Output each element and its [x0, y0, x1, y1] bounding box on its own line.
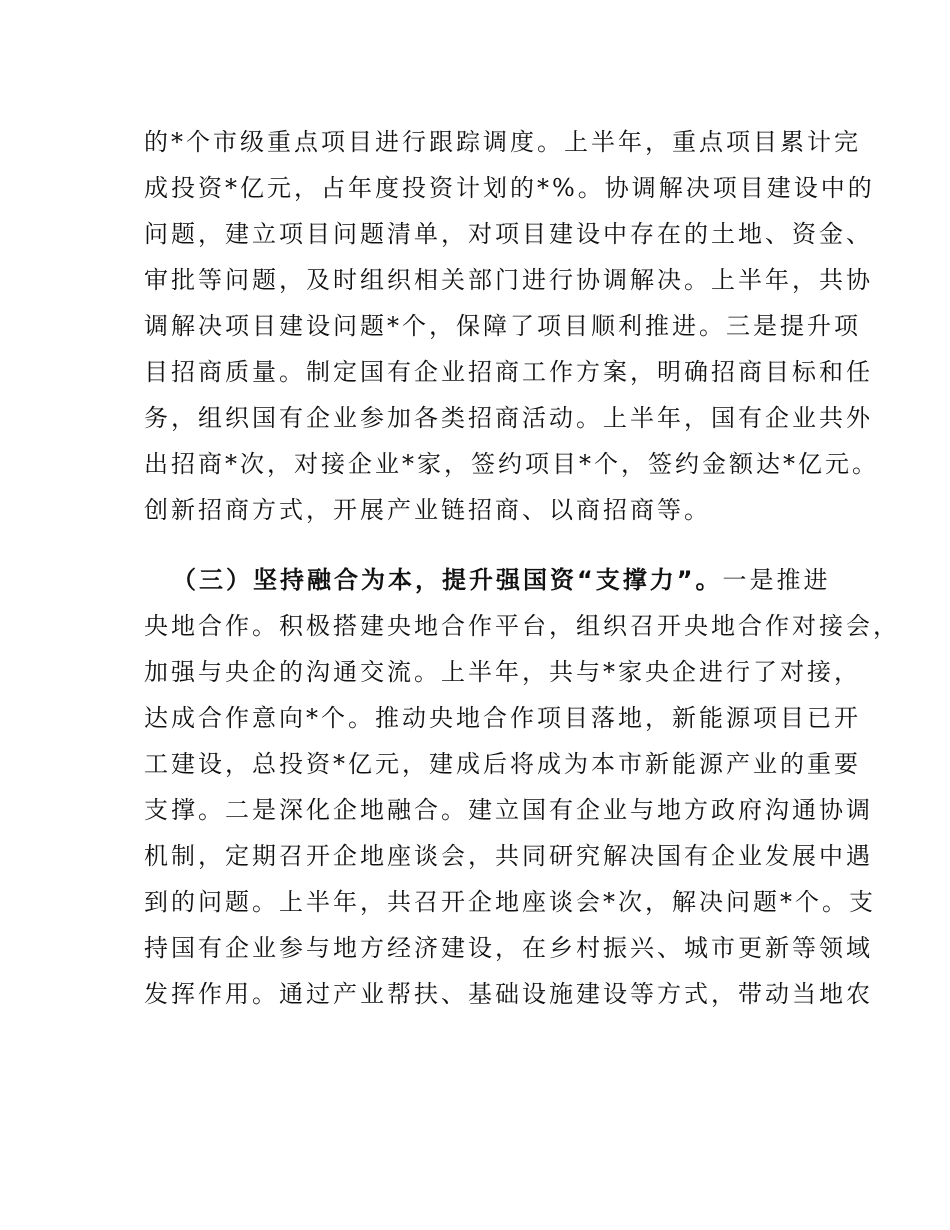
section-heading-line: [172, 564, 831, 596]
text-line: 审批等问题，及时组织相关部门进行协调解决。上半年，共协: [144, 266, 873, 294]
text-line: 加强与央企的沟通交流。上半年，共与*家央企进行了对接，: [144, 658, 861, 686]
text-line: 工建设，总投资*亿元，建成后将成为本市新能源产业的重要: [144, 750, 861, 778]
text-line: 的*个市级重点项目进行跟踪调度。上半年，重点项目累计完: [144, 128, 861, 156]
text-line: 到的问题。上半年，共召开企地座谈会*次，解决问题*个。支: [144, 888, 876, 916]
text-line: 创新招商方式，开展产业链招商、以商招商等。: [144, 496, 711, 524]
text-line: 持国有企业参与地方经济建设，在乡村振兴、城市更新等领域: [144, 934, 873, 962]
text-line: 达成合作意向*个。推动央地合作项目落地，新能源项目已开: [144, 704, 861, 732]
section-heading: （三）坚持融合为本，提升强国资“支撑力”。: [172, 566, 723, 594]
text-line: 成投资*亿元，占年度投资计划的*%。协调解决项目建设中的: [144, 174, 875, 202]
text-line: 调解决项目建设问题*个，保障了项目顺利推进。三是提升项: [144, 312, 861, 340]
text-line: 发挥作用。通过产业帮扶、基础设施建设等方式，带动当地农: [144, 980, 873, 1008]
text-line: 机制，定期召开企地座谈会，共同研究解决国有企业发展中遇: [144, 842, 873, 870]
heading-tail-text: 一是推进: [722, 566, 831, 594]
text-line: 目招商质量。制定国有企业招商工作方案，明确招商目标和任: [144, 358, 873, 386]
text-line: 出招商*次，对接企业*家，签约项目*个，签约金额达*亿元。: [144, 450, 879, 478]
text-line: 问题，建立项目问题清单，对项目建设中存在的土地、资金、: [144, 220, 873, 248]
text-line: 务，组织国有企业参加各类招商活动。上半年，国有企业共外: [144, 404, 873, 432]
text-line: 支撑。二是深化企地融合。建立国有企业与地方政府沟通协调: [144, 796, 873, 824]
text-line: 央地合作。积极搭建央地合作平台，组织召开央地合作对接会，: [144, 612, 900, 640]
